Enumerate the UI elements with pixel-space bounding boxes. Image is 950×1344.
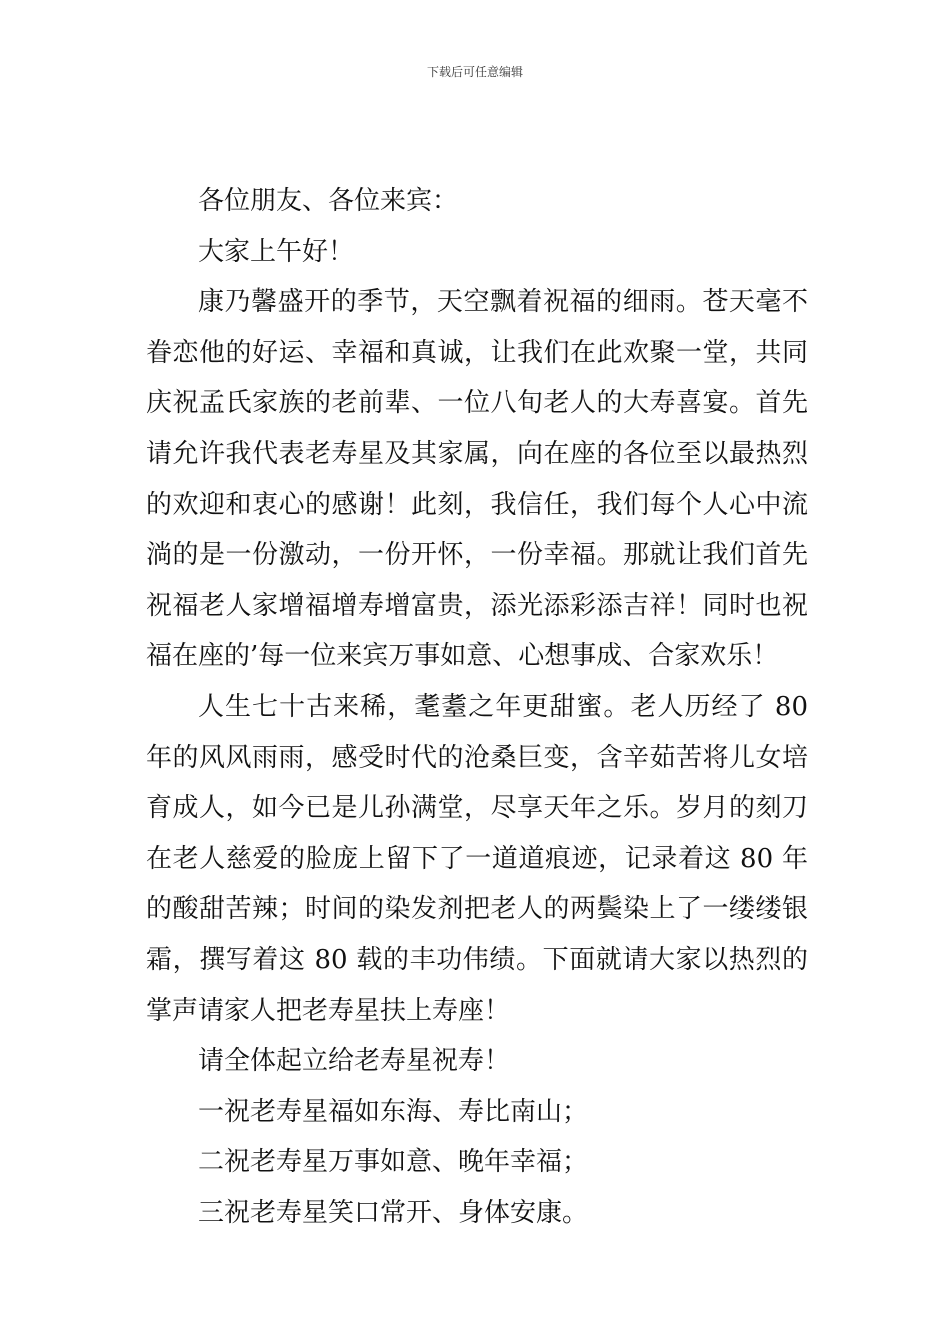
- wish-line-1: 一祝老寿星福如东海、寿比南山；: [198, 1096, 589, 1127]
- wish-line-2: 二祝老寿星万事如意、晚年幸福；: [198, 1147, 589, 1178]
- paragraph-life: 人生七十古来稀，耄耋之年更甜蜜。老人历经了 80 年的风风雨雨，感受时代的沧桑巨变，含辛茹苦将儿女培育成人，如今已是儿孙满堂，尽享天年之乐。岁月的刻刀在老人慈爱的脸庞上留下了一道道痕迹，记录着这 80 年的酸甜苦辣；时间的染发剂把老人的两鬓染上了一缕缕银霜，撰写着这 80 载的丰功伟绩。下面就请大家以热烈的掌声请家人把老寿星扶上寿座！: [146, 691, 808, 1026]
- paragraph-opening: 康乃馨盛开的季节，天空飘着祝福的细雨。苍天毫不眷恋他的好运、幸福和真诚，让我们在此欢聚一堂，共同庆祝孟氏家族的老前辈、一位八旬老人的大寿喜宴。首先请允许我代表老寿星及其家属，向在座的各位至以最热烈的欢迎和衷心的感谢！此刻，我信任，我们每个人心中流淌的是一份激动，一份开怀，一份幸福。那就让我们首先祝福老人家增福增寿增富贵，添光添彩添吉祥！同时也祝福在座的’每一位来宾万事如意、心想事成、合家欢乐！: [146, 287, 808, 672]
- greeting-line: 各位朋友、各位来宾：: [198, 186, 459, 216]
- document-body: [146, 176, 808, 1238]
- wish-line-3: 三祝老寿星笑口常开、身体安康。: [198, 1197, 589, 1228]
- page-header-note: 下载后可任意编辑: [426, 65, 523, 79]
- salutation-line: 大家上午好！: [198, 236, 355, 267]
- invitation-line: 请全体起立给老寿星祝寿！: [198, 1046, 511, 1077]
